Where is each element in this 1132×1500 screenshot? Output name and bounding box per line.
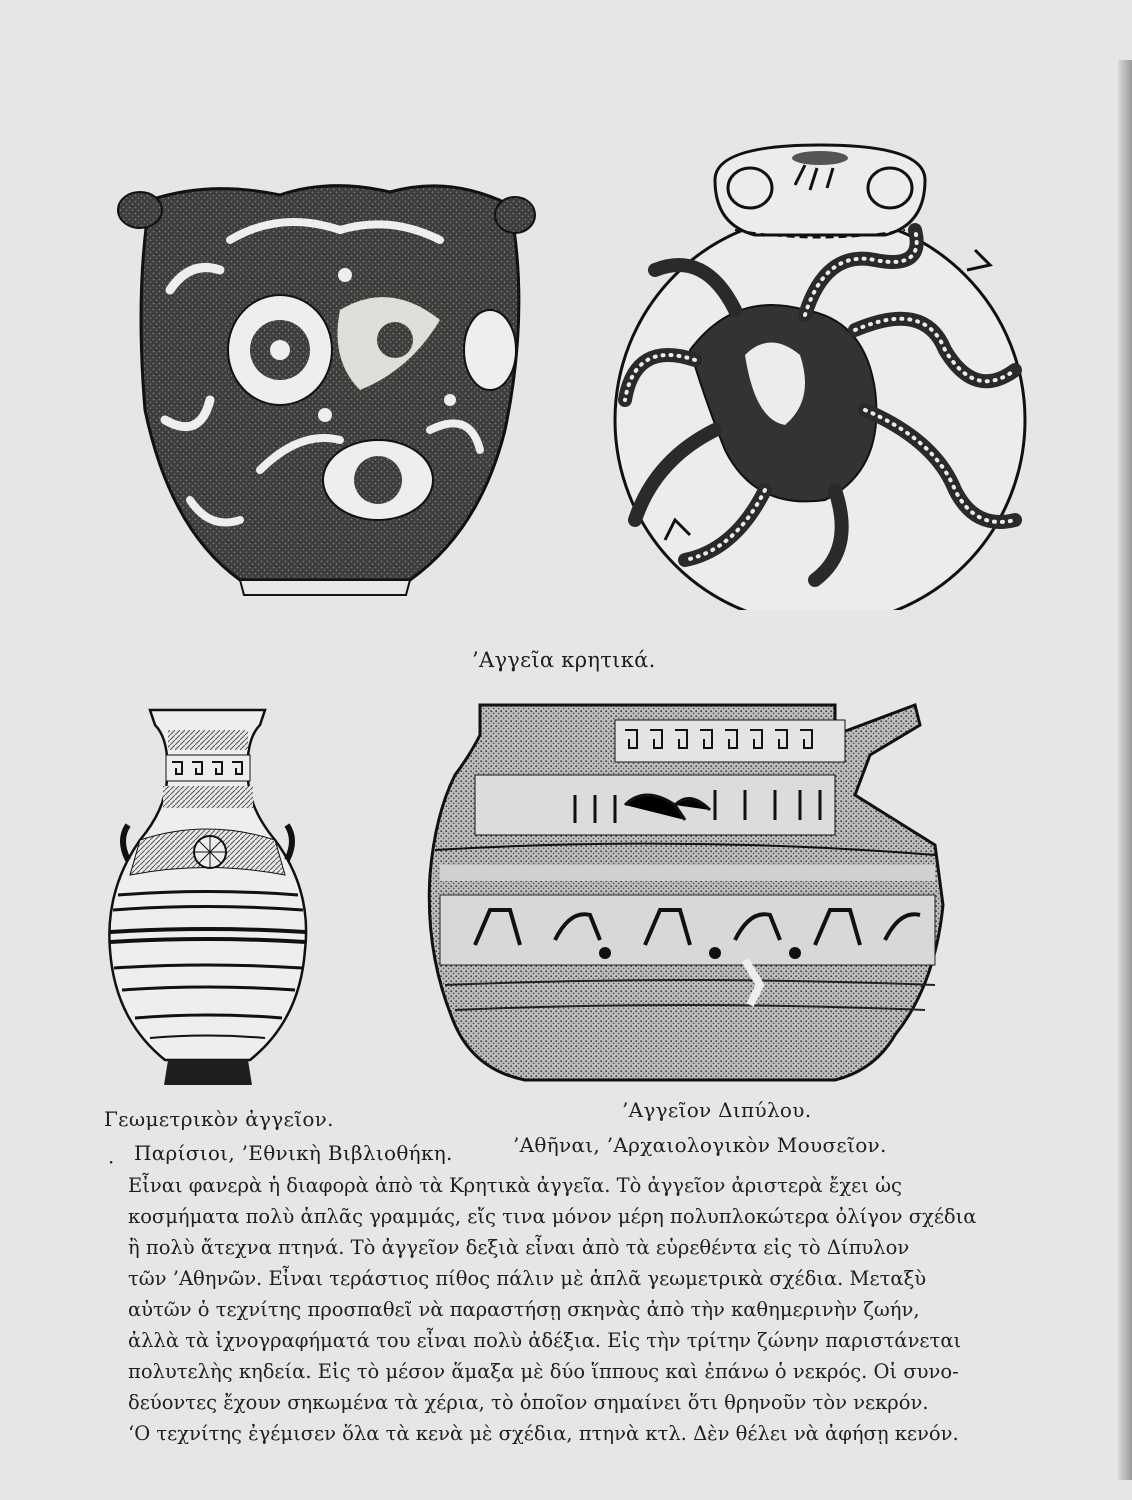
geometric-amphora-illustration: [100, 700, 315, 1095]
octopus-flask-illustration: [595, 140, 1050, 610]
dipylon-vase-location: ’Αθῆναι, ’Αρχαιολογικὸν Μουσεῖον.: [513, 1133, 887, 1157]
margin-mark: ·: [108, 1150, 115, 1174]
dipylon-vase-caption: ’Αγγεῖον Διπύλου.: [622, 1098, 812, 1122]
body-line: αὐτῶν ὁ τεχνίτης προσπαθεῖ νὰ παραστήσῃ σκηνὰς ἀπὸ τὴν καθημερινὴν ζωήν,: [128, 1298, 920, 1321]
body-line: τῶν ’Αθηνῶν. Εἶναι τεράστιος πίθος πάλιν μὲ ἁπλᾶ γεωμετρικὰ σχέδια. Μεταξὺ: [128, 1267, 927, 1290]
body-paragraph: [128, 1170, 1000, 1449]
body-line: πολυτελὴς κηδεία. Εἰς τὸ μέσον ἅμαξα μὲ δύο ἵππους καὶ ἐπάνω ὁ νεκρός. Οἱ συνο-: [128, 1360, 959, 1383]
cretan-cup-illustration: [110, 170, 550, 600]
cretan-vases-caption: ’Αγγεῖα κρητικά.: [472, 648, 656, 672]
body-line: ἢ πολὺ ἄτεχνα πτηνά. Τὸ ἀγγεῖον δεξιὰ εἶναι ἀπὸ τὰ εὑρεθέντα εἰς τὸ Δίπυλον: [128, 1236, 910, 1259]
body-line: Εἶναι φανερὰ ἡ διαφορὰ ἀπὸ τὰ Κρητικὰ ἀγγεῖα. Τὸ ἀγγεῖον ἀριστερὰ ἔχει ὡς: [128, 1174, 902, 1197]
body-line: ‘Ο τεχνίτης ἐγέμισεν ὅλα τὰ κενὰ μὲ σχέδια, πτηνὰ κτλ. Δὲν θέλει νὰ ἀφήσῃ κενόν.: [128, 1422, 959, 1445]
body-line: κοσμήματα πολὺ ἁπλᾶς γραμμάς, εἴς τινα μόνον μέρη πολυπλοκώτερα ὀλίγον σχέδια: [128, 1205, 977, 1228]
page-edge-shadow: [1118, 60, 1132, 1480]
geometric-vase-caption: Γεωμετρικὸν ἀγγεῖον.: [104, 1107, 334, 1131]
geometric-vase-location: Παρίσιοι, ’Εθνικὴ Βιβλιοθήκη.: [134, 1141, 453, 1165]
body-line: δεύοντες ἔχουν σηκωμένα τὰ χέρια, τὸ ὁποῖον σημαίνει ὅτι θρηνοῦν τὸν νεκρόν.: [128, 1391, 929, 1414]
body-line: ἀλλὰ τὰ ἰχνογραφήματά του εἶναι πολὺ ἀδέξια. Εἰς τὴν τρίτην ζώνην παριστάνεται: [128, 1329, 962, 1352]
dipylon-krater-illustration: [415, 695, 955, 1090]
